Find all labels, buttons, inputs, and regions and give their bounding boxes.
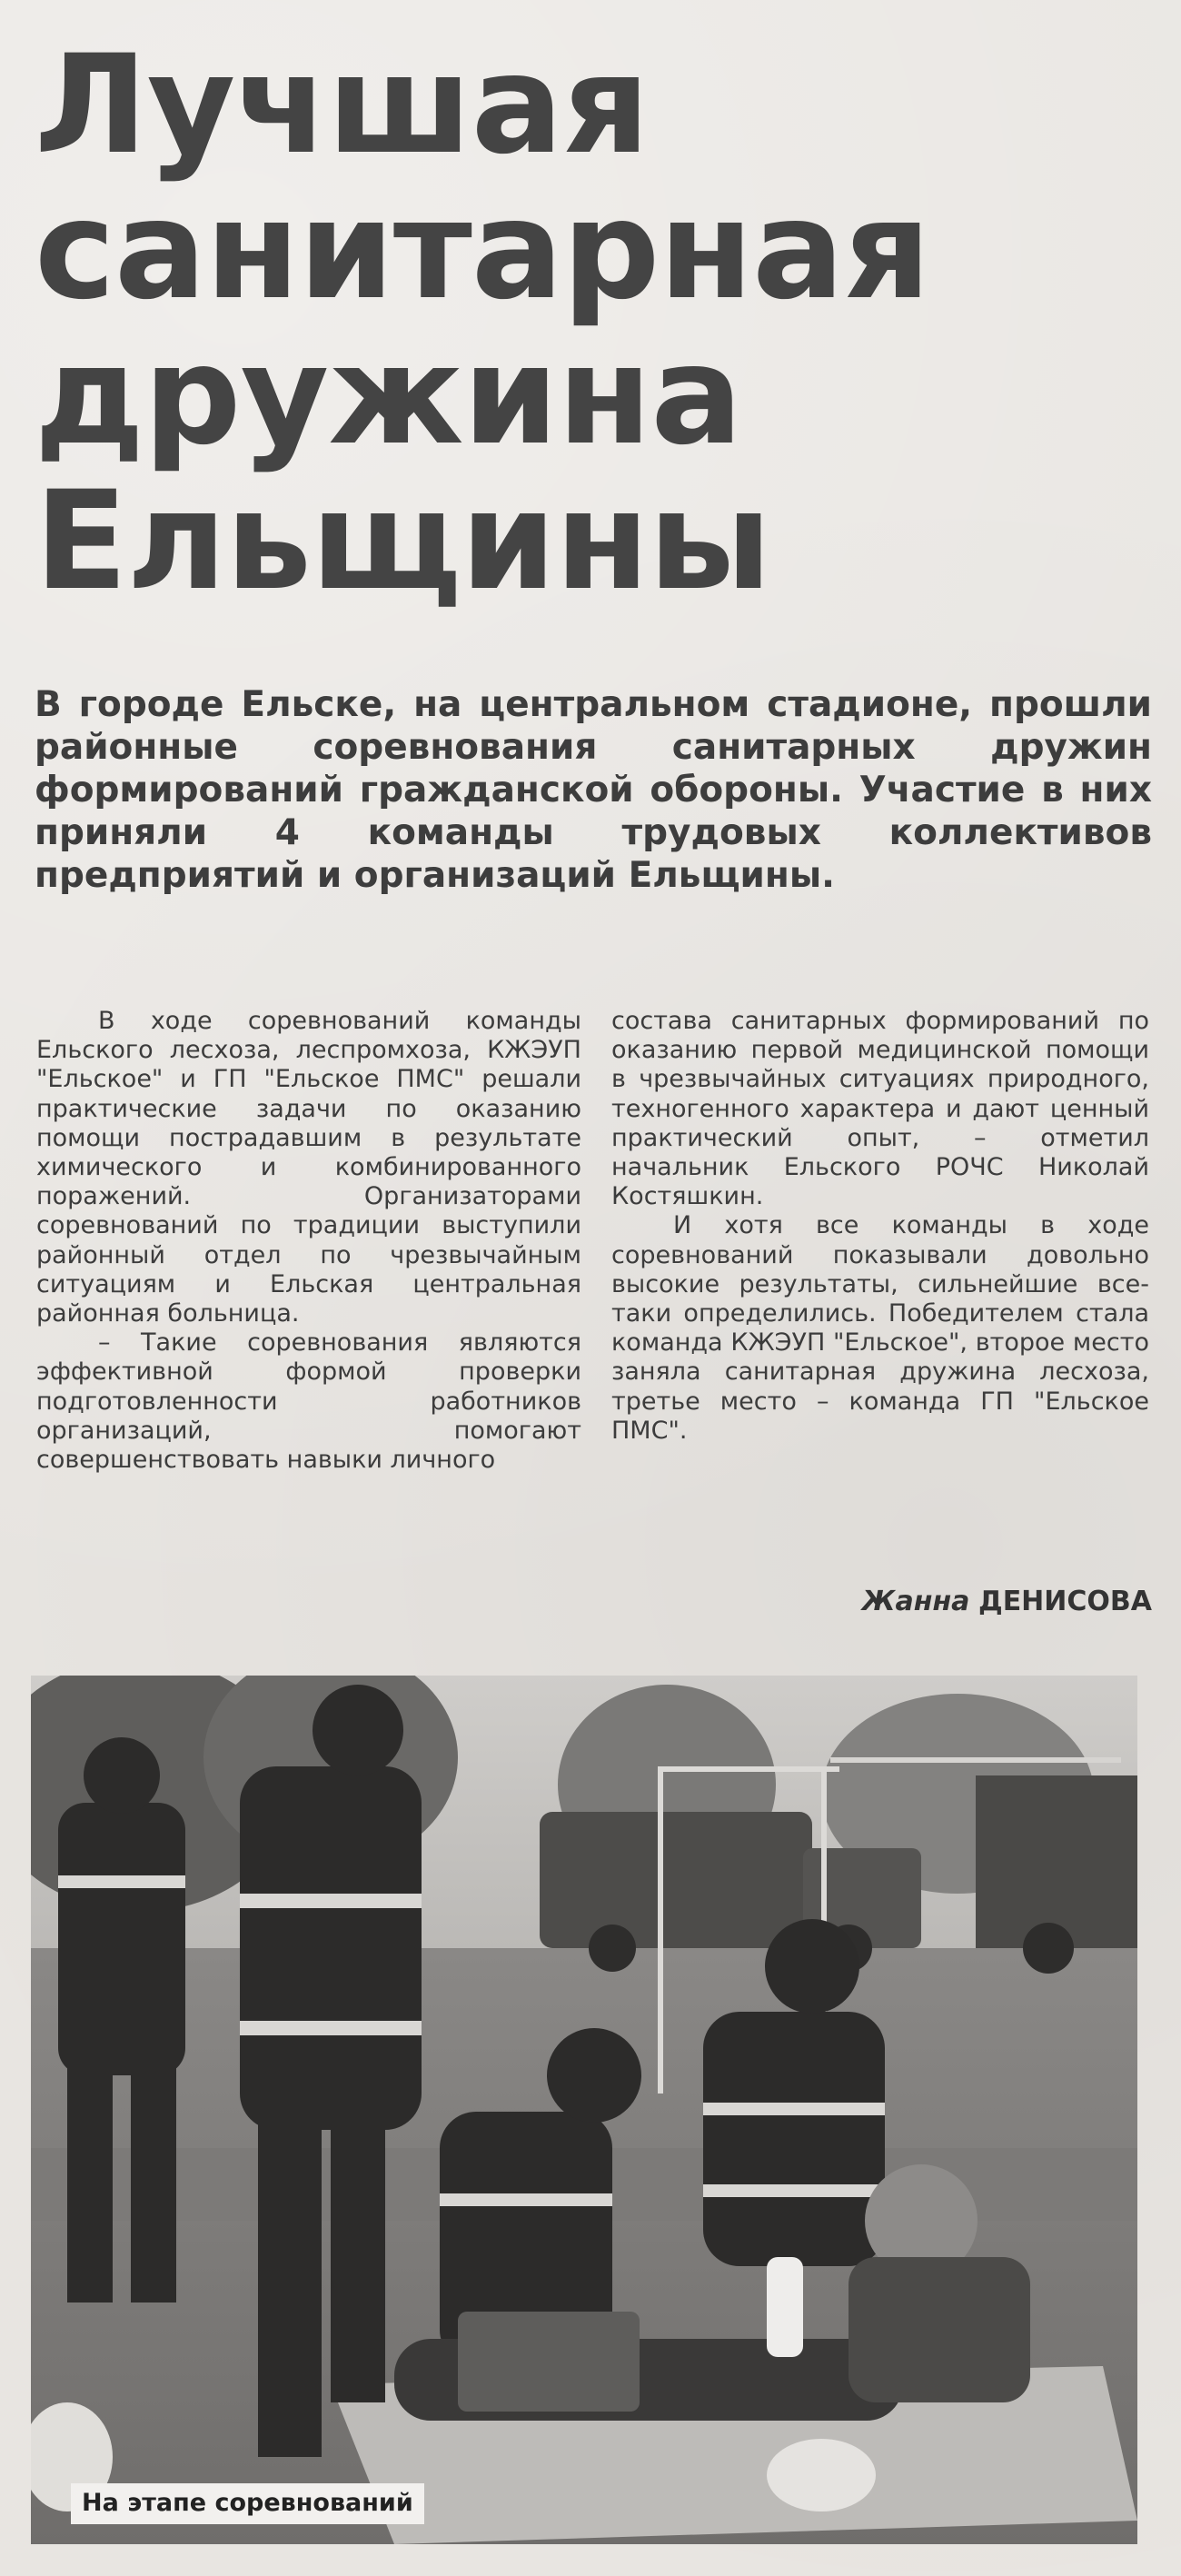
author-last-name: ДЕНИСОВА	[978, 1586, 1152, 1617]
article-photo	[31, 1676, 1137, 2544]
right-column	[611, 1007, 1149, 1446]
headline-line-1: Лучшая	[35, 26, 650, 184]
photo-illustration	[31, 1676, 1137, 2544]
article-lead: В городе Ельске, на центральном стадионе, прошли районные соревнования санитарных дружин формирований гражданской обороны. Участие в них приняли 4 команды трудовых коллективов предприятий и организаций Ельщины.	[35, 684, 1152, 896]
author-byline	[611, 1586, 1152, 1617]
paragraph: – Такие соревнования являются эффективной формой проверки подготовленности работников организаций, помогают совершенствовать навыки личного	[36, 1328, 581, 1475]
left-column	[36, 1007, 581, 1475]
photo-caption: На этапе соревнований	[71, 2483, 424, 2524]
author-first-name: Жанна	[861, 1586, 970, 1617]
headline-line-3: дружина	[35, 317, 742, 475]
paragraph: И хотя все команды в ходе соревнований показывали довольно высокие результаты, сильнейшие все-таки определились. Победителем стала команда КЖЭУП "Ельское", второе место заняла санитарная дружина лесхоза, третье место – команда ГП "Ельское ПМС".	[611, 1211, 1149, 1445]
paragraph: состава санитарных формирований по оказанию первой медицинской помощи в чрезвычайных ситуациях природного, техногенного характера и дают ценный практический опыт, – отметил начальник Ельского РОЧС Николай Костяшкин.	[611, 1007, 1149, 1211]
article-headline	[35, 26, 1107, 621]
headline-line-4: Ельщины	[35, 462, 771, 621]
headline-line-2: санитарная	[35, 172, 930, 330]
paragraph: В ходе соревнований команды Ельского лесхоза, леспромхоза, КЖЭУП "Ельское" и ГП "Ельское ПМС" решали практические задачи по оказанию помощи пострадавшим в результате химического и комбинированного поражений. Организаторами соревнований по традиции выступили районный отдел по чрезвычайным ситуациям и Ельская центральная районная больница.	[36, 1007, 581, 1328]
